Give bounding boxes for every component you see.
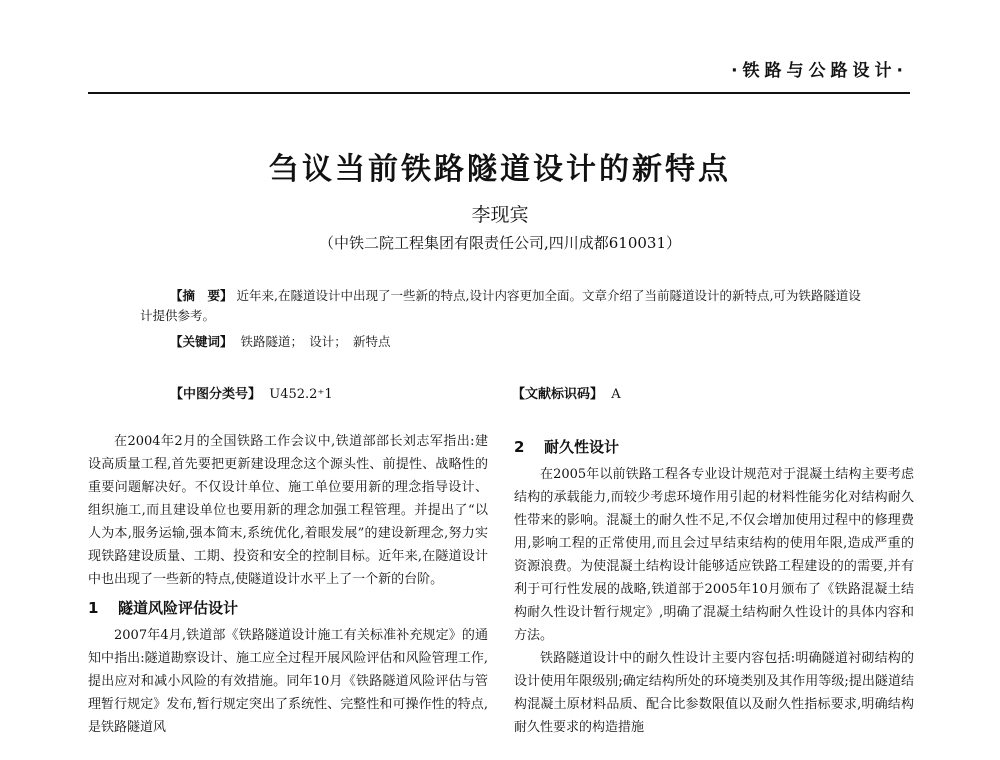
journal-section-header: ·铁路与公路设计· [731, 61, 908, 81]
section-2-title: 耐久性设计 [544, 438, 620, 456]
header-rule [88, 92, 910, 94]
section-1-number: 1 [88, 599, 99, 617]
section-2-paragraph-2: 铁路隧道设计中的耐久性设计主要内容包括:明确隧道衬砌结构的设计使用年限级别;确定结构所处的环境类别及其作用等级;提出隧道结构混凝土原材料品质、配合比参数限值以及耐久性指标要求,明确结构耐久性要求的构造措施 [514, 651, 914, 735]
left-column [88, 430, 488, 739]
section-2-paragraph-1: 在2005年以前铁路工程各专业设计规范对于混凝土结构主要考虑结构的承载能力,而较少考虑环境作用引起的材料性能劣化对结构耐久性带来的影响。混凝土的耐久性不足,不仅会增加使用过程中的修理费用,影响工程的正常使用,而且会过早结束结构的使用年限,造成严重的资源浪费。为使混凝土结构设计能够适应铁路工程建设的的需要,并有利于可行性发展的战略,铁道部于2005年10月颁布了《铁路混凝土结构耐久性设计暂行规定》,明确了混凝土结构耐久性设计的具体内容和方法。 [514, 467, 914, 643]
section-1-title: 隧道风险评估设计 [118, 599, 239, 617]
keywords [170, 332, 390, 350]
abstract-label: 【摘 要】 [170, 288, 233, 303]
abstract-text: 近年来,在隧道设计中出现了一些新的特点,设计内容更加全面。文章介绍了当前隧道设计的新特点,可为铁路隧道设计提供参考。 [140, 288, 861, 323]
keywords-text: 铁路隧道； 设计； 新特点 [240, 334, 391, 349]
classification-label: 【中图分类号】 [170, 387, 262, 402]
document-code [512, 383, 621, 402]
abstract [140, 286, 870, 326]
section-1-heading [88, 597, 488, 620]
keywords-label: 【关键词】 [170, 334, 233, 349]
section-2-heading [514, 436, 914, 459]
right-column [514, 430, 914, 739]
section-2-number: 2 [514, 438, 525, 456]
paper-title: 刍议当前铁路隧道设计的新特点 [269, 152, 731, 187]
intro-paragraph: 在2004年2月的全国铁路工作会议中,铁道部部长刘志军指出:建设高质量工程,首先要把更新建设理念这个源头性、前提性、战略性的重要问题解决好。不仅设计单位、施工单位要用新的理念指导设计、组织施工,而且建设单位也要用新的理念加强工程管理。并提出了“以人为本,服务运输,强本简末,系统优化,着眼发展”的建设新理念,努力实现铁路建设质量、工期、投资和安全的控制目标。近年来,在隧道设计中也出现了一些新的特点,使隧道设计水平上了一个新的台阶。 [88, 434, 488, 587]
document-code-label: 【文献标识码】 [512, 387, 604, 402]
section-1-paragraph: 2007年4月,铁道部《铁路隧道设计施工有关标准补充规定》的通知中指出:隧道勘察设计、施工应全过程开展风险评估和风险管理工作,提出应对和减小风险的有效措施。同年10月《铁路隧道风险评估与管理暂行规定》发布,暂行规定突出了系统性、完整性和可操作性的特点,是铁路隧道风 [88, 628, 488, 735]
classification-value: U452.2⁺1 [269, 387, 333, 402]
document-code-value: A [611, 387, 621, 402]
author-affiliation: （中铁二院工程集团有限责任公司,四川成都610031） [318, 234, 682, 252]
author-name: 李现宾 [471, 204, 529, 226]
classification-number [170, 383, 333, 402]
